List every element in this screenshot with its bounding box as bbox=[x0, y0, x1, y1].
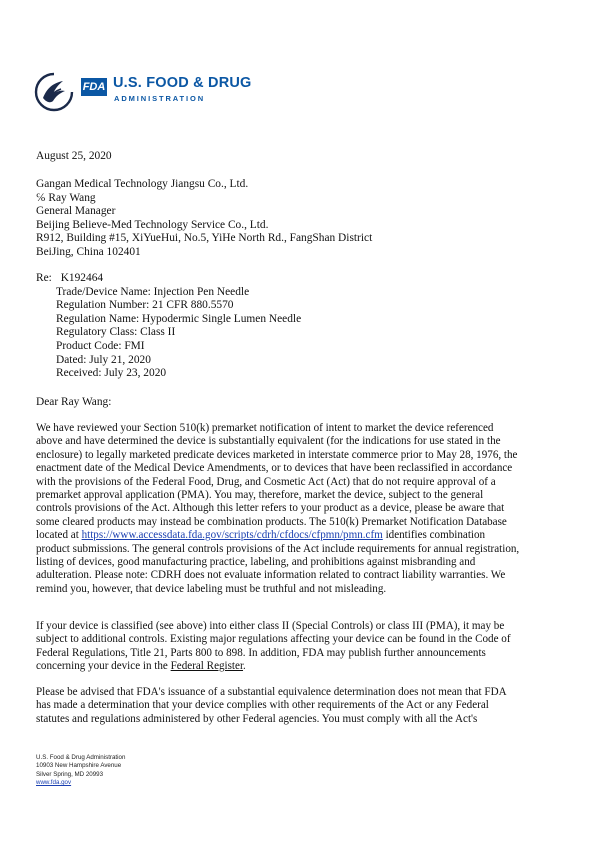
address-line: Gangan Medical Technology Jiangsu Co., Ltd. bbox=[36, 178, 249, 190]
register-prefix: concerning your device in the bbox=[36, 660, 171, 673]
fda-footer-address bbox=[36, 754, 125, 787]
paragraph-line: Federal Regulations, Title 21, Parts 800 to 898. In addition, FDA may publish further announcements bbox=[36, 646, 486, 659]
salutation: Dear Ray Wang: bbox=[36, 396, 112, 408]
paragraph-additional-controls bbox=[36, 620, 566, 674]
paragraph-line: with the provisions of the Federal Food, Drug, and Cosmetic Act (Act) that do not require approval of a bbox=[36, 475, 496, 488]
reference-number-line bbox=[36, 272, 301, 286]
received: Received: July 23, 2020 bbox=[56, 367, 167, 380]
paragraph-line: enactment date of the Medical Device Amendments, or to devices that have been reclassified in accordance bbox=[36, 462, 513, 475]
regulation-name: Regulation Name: Hypodermic Single Lumen Needle bbox=[56, 312, 302, 325]
federal-register-link[interactable]: Federal Register bbox=[170, 660, 244, 673]
fda-website-link[interactable]: www.fda.gov bbox=[36, 778, 72, 786]
letter-date: August 25, 2020 bbox=[36, 150, 112, 162]
address-line: R912, Building #15, XiYueHui, No.5, YiHe North Rd., FangShan District bbox=[36, 232, 373, 245]
footer-line: 10903 New Hampshire Avenue bbox=[36, 762, 122, 770]
k-number: K192464 bbox=[60, 272, 104, 284]
footer-line: U.S. Food & Drug Administration bbox=[36, 754, 126, 761]
trade-device-name: Trade/Device Name: Injection Pen Needle bbox=[56, 285, 250, 298]
dated: Dated: July 21, 2020 bbox=[56, 353, 151, 366]
address-line: BeiJing, China 102401 bbox=[36, 245, 141, 258]
paragraph-line: statutes and regulations administered by other Federal agencies. You must comply with all the Act's bbox=[36, 712, 478, 725]
paragraph-line: adulteration. Please note: CDRH does not evaluate information related to contract liability warranties. We bbox=[36, 569, 506, 582]
paragraph-line: enclosure) to legally marketed predicate devices marketed in interstate commerce prior to May 28, 1976, the bbox=[36, 448, 518, 461]
reference-block bbox=[36, 272, 301, 381]
paragraph-line: premarket approval application (PMA). You may, therefore, market the device, subject to the general bbox=[36, 488, 484, 501]
paragraph-line: some cleared products may instead be combination products. The 510(k) Premarket Notification Database bbox=[36, 515, 507, 528]
paragraph-substantial-equivalence bbox=[36, 422, 566, 596]
paragraph-line: If your device is classified (see above) into either class II (Special Controls) or class III (PMA), it may be bbox=[36, 620, 505, 632]
footer-line: Silver Spring, MD 20993 bbox=[36, 770, 104, 778]
paragraph-line: product submissions. The general controls provisions of the Act include requirements for annual registration, bbox=[36, 542, 520, 555]
paragraph-line: listing of devices, good manufacturing practice, labeling, and prohibitions against misbranding and bbox=[36, 555, 476, 568]
paragraph-line bbox=[36, 660, 566, 673]
agency-name: U.S. FOOD & DRUG bbox=[113, 75, 252, 91]
paragraph-advisory bbox=[36, 686, 566, 726]
paragraph-line: controls provisions of the Act. Although this letter refers to your product as a device, please be aware that bbox=[36, 502, 505, 515]
paragraph-line: Please be advised that FDA's issuance of a substantial equivalence determination does not mean that FDA bbox=[36, 686, 507, 698]
paragraph-line: We have reviewed your Section 510(k) premarket notification of intent to market the device referenced bbox=[36, 422, 494, 434]
paragraph-line bbox=[36, 529, 566, 542]
address-line: General Manager bbox=[36, 205, 116, 218]
paragraph-line: has made a determination that your device complies with other requirements of the Act or any Federal bbox=[36, 699, 489, 712]
fda-badge: FDA bbox=[81, 78, 107, 96]
paragraph-line: subject to additional controls. Existing major regulations affecting your device can be found in the Code of bbox=[36, 633, 511, 646]
fda-letterhead bbox=[34, 72, 434, 114]
recipient-address bbox=[36, 178, 372, 260]
agency-subtitle: ADMINISTRATION bbox=[114, 94, 206, 103]
paragraph-line: remind you, however, that device labeling must be truthful and not misleading. bbox=[36, 582, 387, 595]
register-suffix: . bbox=[243, 660, 246, 673]
product-code: Product Code: FMI bbox=[56, 339, 145, 352]
pmn-database-link[interactable]: https://www.accessdata.fda.gov/scripts/cdrh/cfdocs/cfpmn/pmn.cfm bbox=[81, 529, 383, 542]
hhs-eagle-seal-icon bbox=[34, 72, 74, 112]
regulation-number: Regulation Number: 21 CFR 880.5570 bbox=[56, 299, 234, 312]
located-prefix: located at bbox=[36, 529, 82, 542]
paragraph-line: above and have determined the device is substantially equivalent (for the indications for use stated in the bbox=[36, 435, 501, 448]
located-suffix: identifies combination bbox=[382, 529, 486, 542]
regulatory-class: Regulatory Class: Class II bbox=[56, 326, 176, 339]
re-label: Re: bbox=[36, 272, 52, 284]
address-line: Beijing Believe-Med Technology Service Co., Ltd. bbox=[36, 218, 269, 231]
address-line: ℅ Ray Wang bbox=[36, 191, 96, 204]
